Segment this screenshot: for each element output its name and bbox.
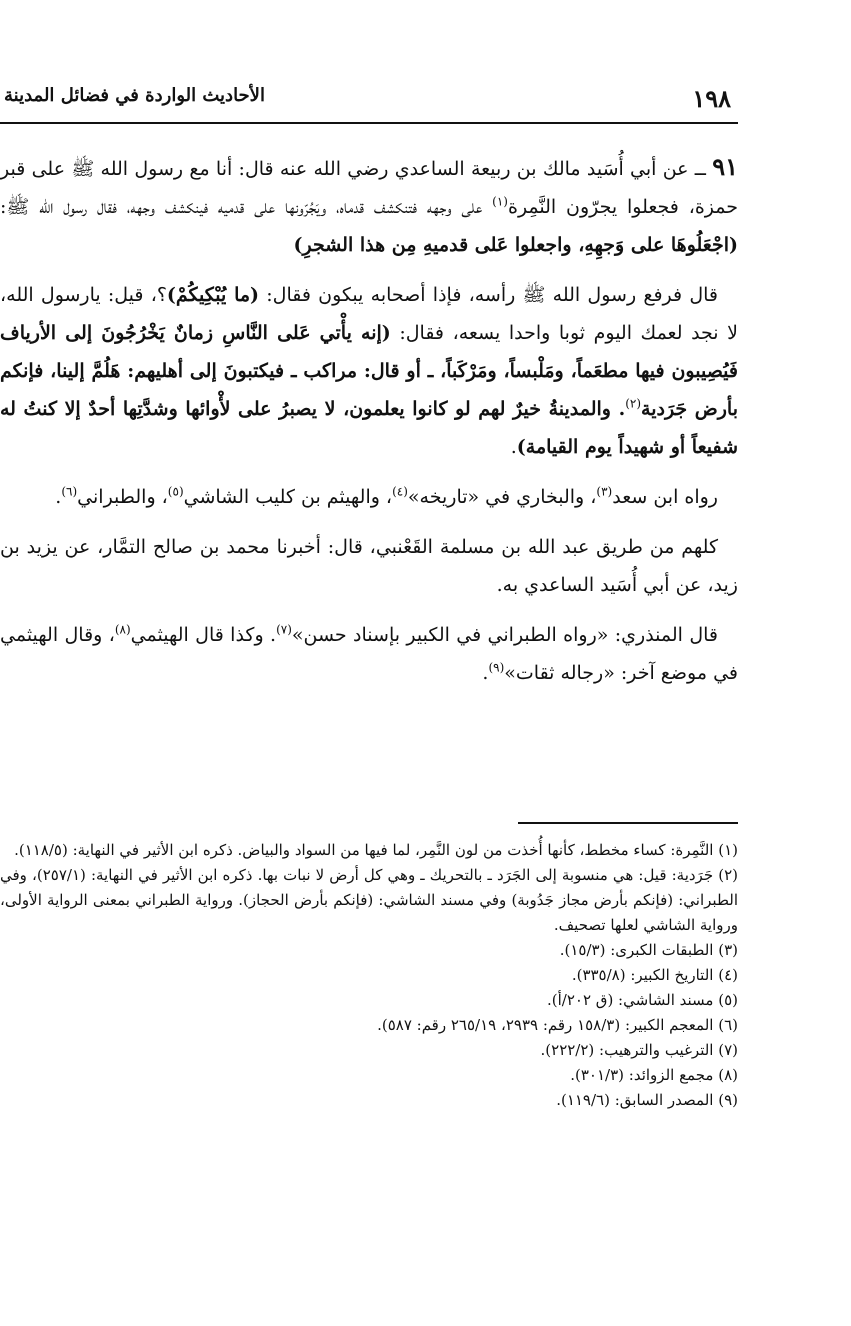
grading-paragraph [0, 616, 738, 692]
hadith-intro-continued: على وجهه فتنكشف قدماه، ويَجُرّونها على قدميه فينكشف وجهه، فقال رسول الله ﷺ: [0, 196, 493, 218]
footnote-ref-8: (٨) [114, 622, 131, 637]
p2-middle: ؟، قيل: يارسول الله، لا نجد لعمك اليوم ثوبا واحدا يسعه، فقال: [0, 284, 738, 344]
footnote-ref-4: (٤) [392, 484, 408, 499]
running-header-title: الأحاديث الواردة في فضائل المدينة [4, 85, 265, 106]
footnote-ref-6: (٦) [61, 484, 78, 499]
hadith-paragraph [0, 148, 738, 264]
footnote-2: (٢) جَرَدية: قيل: هي منسوبة إلى الجَرَد ـ بالتحريك ـ وهي كل أرض لا نبات بها. ذكره ابن الأثير في النهاية: (٢٥٧/١)، وفي الطبراني: (فإنكم بأرض مجاز جَدُوبة) وفي مسند الشاشي: (فإنكم بأرض الحجاز). ورواية الطبراني بمعنى الرواية الأولى، ورواية الشاشي لعلها تصحيف. [0, 866, 738, 934]
footnote-ref-5: (٥) [167, 484, 184, 499]
p3-text-c: ، والهيثم بن كليب الشاشي [183, 486, 393, 508]
footnote-ref-7: (٧) [276, 622, 292, 637]
footnote-4: (٤) التاريخ الكبير: (٣٣٥/٨). [571, 966, 738, 984]
prophet-quote-1: (اجْعَلُوهَا على وَجهِهِ، واجعلوا عَلى قدميهِ مِن هذا الشجرِ) [293, 234, 738, 256]
footnote-9: (٩) المصدر السابق: (١١٩/٦). [556, 1091, 738, 1109]
p5-text-d: . [482, 662, 489, 684]
chain-paragraph: كلهم من طريق عبد الله بن مسلمة القَعْنبي، قال: أخبرنا محمد بن صالح التمَّار، عن يزيد بن زيد، عن أبي أُسَيد الساعدي به. [0, 536, 738, 596]
hadith-number: ٩١ [712, 152, 738, 181]
footnotes [0, 838, 738, 1113]
footnote-ref-3: (٣) [596, 484, 613, 499]
footnote-ref-1: (١) [492, 194, 508, 209]
p2-quote-1: (ما يُبْكِيكُمْ) [166, 284, 260, 306]
p2-quote-2: (إنه يأْتي عَلى النَّاسِ زمانٌ يَخْرُجُونَ إلى الأرياف فَيُصِيبون فيها مطعَماً، ومَلْبساً، ومَرْكَباً، ـ أو قال: مراكب ـ فيكتبونَ إلى أهليهم: هَلُمَّ إلينا، فإنكم بأرض جَرَدية [0, 322, 738, 420]
p5-text-b: . وكذا قال الهيثمي [130, 624, 277, 646]
footnote-5: (٥) مسند الشاشي: (ق ٢٠٢/أ). [547, 991, 738, 1009]
p5-text-a: قال المنذري: «رواه الطبراني في الكبير بإسناد حسن» [291, 624, 718, 646]
p2-quote-3: . والمدينةُ خيرٌ لهم لو كانوا يعلمون، لا يصبرُ على لأْوائها وشدَّتِها أحدٌ إلا كنتُ له شفيعاً أو شهيداً يوم القيامة) [0, 398, 738, 458]
p3-text-d: ، والطبراني [77, 486, 168, 508]
p3-text-a: رواه ابن سعد [612, 486, 718, 508]
footnote-1: (١) النَّمِرة: كساء مخطط، كأنها أُخذت من لون النَّمِر، لما فيها من السواد والبياض. ذكره ابن الأثير في النهاية: (١١٨/٥). [14, 841, 738, 859]
main-text [0, 148, 738, 704]
footnote-7: (٧) الترغيب والترهيب: (٢٢٢/٢). [540, 1041, 738, 1059]
footnote-divider [518, 822, 738, 824]
p5-text-c: ، وقال الهيثمي في موضع آخر: «رجاله ثقات» [0, 624, 738, 684]
p2-start: قال فرفع رسول الله ﷺ رأسه، فإذا أصحابه يبكون فقال: [259, 284, 718, 306]
footnote-ref-9: (٩) [488, 660, 505, 675]
page-number: ١٩٨ [692, 84, 731, 113]
footnote-8: (٨) مجمع الزوائد: (٣٠١/٣). [570, 1066, 738, 1084]
hadith-intro: ــ عن أبي أُسَيد مالك بن ربيعة الساعدي رضي الله عنه قال: أنا مع رسول الله ﷺ على قبر حمزة، فجعلوا يجرّون النَّمِرة [0, 158, 738, 218]
footnote-ref-2: (٢) [625, 396, 642, 411]
footnote-3: (٣) الطبقات الكبرى: (١٥/٣). [559, 941, 738, 959]
header-divider [0, 122, 738, 124]
hadith-paragraph-2 [0, 276, 738, 466]
p3-text-e: . [55, 486, 62, 508]
narrators-paragraph [0, 478, 738, 516]
p3-text-b: ، والبخاري في «تاريخه» [407, 486, 597, 508]
p2-end: . [510, 436, 517, 458]
footnote-6: (٦) المعجم الكبير: (١٥٨/٣ رقم: ٢٩٣٩، ٢٦٥/١٩ رقم: ٥٨٧). [377, 1016, 738, 1034]
